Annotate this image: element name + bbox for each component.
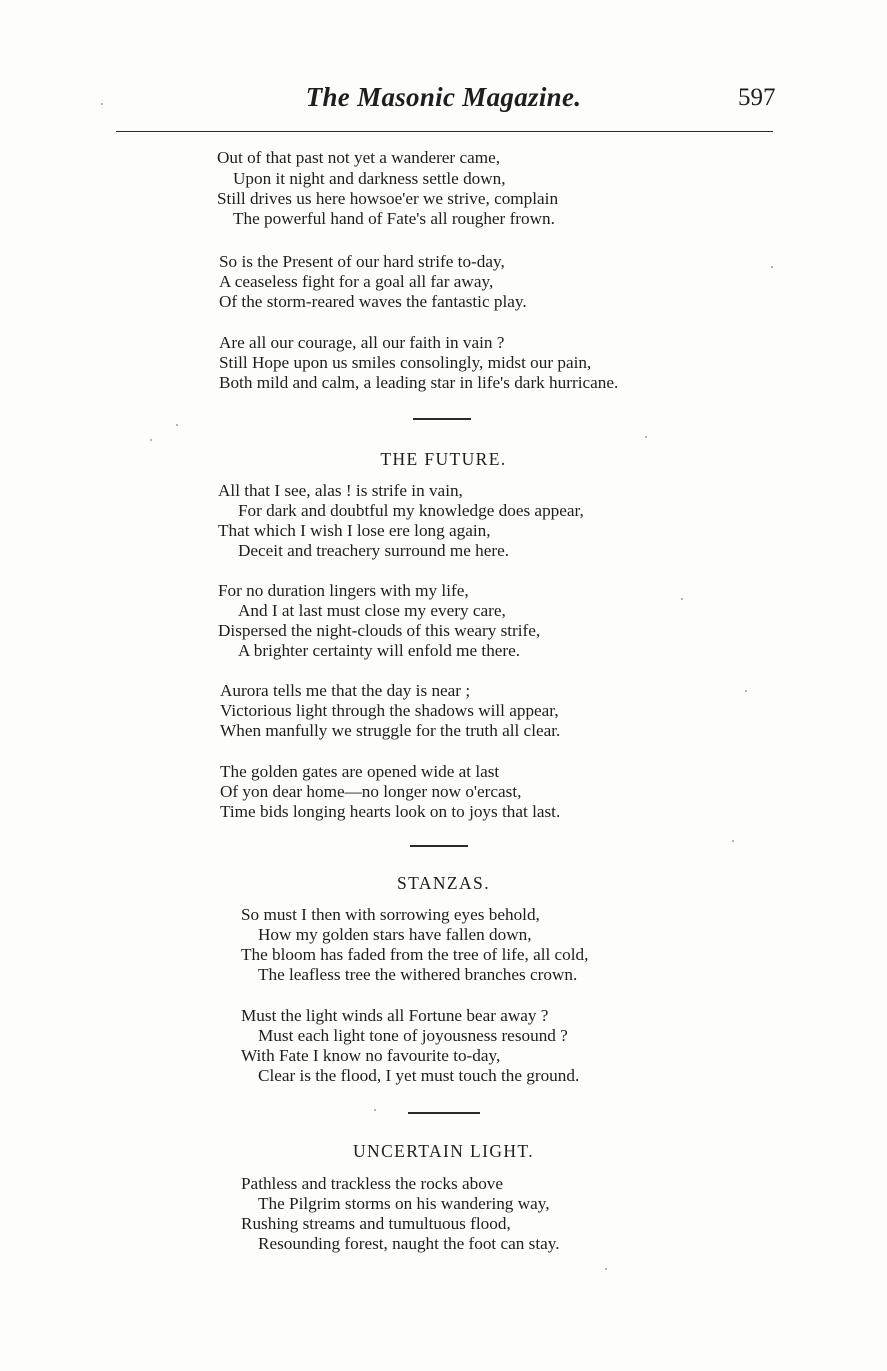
verse-line: Must each light tone of joyousness resound ? <box>258 1026 568 1045</box>
verse-line: Rushing streams and tumultuous flood, <box>241 1214 511 1233</box>
verse-line: Must the light winds all Fortune bear away ? <box>241 1006 549 1025</box>
poem-title: UNCERTAIN LIGHT. <box>353 1141 534 1161</box>
verse-line: All that I see, alas ! is strife in vain, <box>218 481 463 500</box>
header-rule <box>116 131 773 132</box>
scan-speck <box>745 690 747 692</box>
scan-speck <box>732 840 734 842</box>
verse-line: For dark and doubtful my knowledge does appear, <box>238 501 584 520</box>
verse-line: The leafless tree the withered branches crown. <box>258 965 578 984</box>
scan-speck <box>771 266 773 268</box>
verse-line: So must I then with sorrowing eyes behold, <box>241 905 540 924</box>
verse-line: Still Hope upon us smiles consolingly, midst our pain, <box>219 353 592 372</box>
verse-line: The golden gates are opened wide at last <box>220 762 500 781</box>
section-divider <box>408 1112 480 1114</box>
poem-title: STANZAS. <box>397 873 490 893</box>
verse-line: A ceaseless fight for a goal all far away, <box>219 272 494 291</box>
verse-line: Still drives us here howsoe'er we strive, complain <box>217 189 559 208</box>
page-number: 597 <box>738 84 776 111</box>
verse-line: Both mild and calm, a leading star in life's dark hurricane. <box>219 373 619 392</box>
verse-line: When manfully we struggle for the truth all clear. <box>220 721 561 740</box>
verse-line: Dispersed the night-clouds of this weary strife, <box>218 621 541 640</box>
verse-line: Clear is the flood, I yet must touch the ground. <box>258 1066 580 1085</box>
verse-line: With Fate I know no favourite to-day, <box>241 1046 501 1065</box>
verse-line: The Pilgrim storms on his wandering way, <box>258 1194 550 1213</box>
scan-speck <box>176 424 178 426</box>
verse-line: For no duration lingers with my life, <box>218 581 469 600</box>
verse-line: Deceit and treachery surround me here. <box>238 541 510 560</box>
verse-line: Of yon dear home—no longer now o'ercast, <box>220 782 522 801</box>
scan-speck <box>374 1109 376 1111</box>
verse-line: Victorious light through the shadows will appear, <box>220 701 559 720</box>
verse-line: Upon it night and darkness settle down, <box>233 169 506 188</box>
verse-line: Out of that past not yet a wanderer came, <box>217 148 501 167</box>
section-divider <box>410 845 468 847</box>
scan-speck <box>101 103 103 105</box>
section-divider <box>413 418 471 420</box>
verse-line: Of the storm-reared waves the fantastic play. <box>219 292 527 311</box>
verse-line: How my golden stars have fallen down, <box>258 925 532 944</box>
scan-speck <box>605 1268 607 1270</box>
verse-line: That which I wish I lose ere long again, <box>218 521 491 540</box>
verse-line: Aurora tells me that the day is near ; <box>220 681 471 700</box>
scan-speck <box>681 598 683 600</box>
verse-line: Resounding forest, naught the foot can stay. <box>258 1234 560 1253</box>
poem-title: THE FUTURE. <box>380 449 507 469</box>
scan-speck <box>150 439 152 441</box>
verse-line: Time bids longing hearts look on to joys that last. <box>220 802 561 821</box>
verse-line: Are all our courage, all our faith in vain ? <box>219 333 505 352</box>
verse-line: So is the Present of our hard strife to-day, <box>219 252 505 271</box>
verse-line: A brighter certainty will enfold me there. <box>238 641 521 660</box>
scan-speck <box>645 436 647 438</box>
verse-line: The powerful hand of Fate's all rougher frown. <box>233 209 555 228</box>
verse-line: Pathless and trackless the rocks above <box>241 1174 504 1193</box>
verse-line: The bloom has faded from the tree of life, all cold, <box>241 945 589 964</box>
running-title: The Masonic Magazine. <box>305 82 582 112</box>
verse-line: And I at last must close my every care, <box>238 601 506 620</box>
